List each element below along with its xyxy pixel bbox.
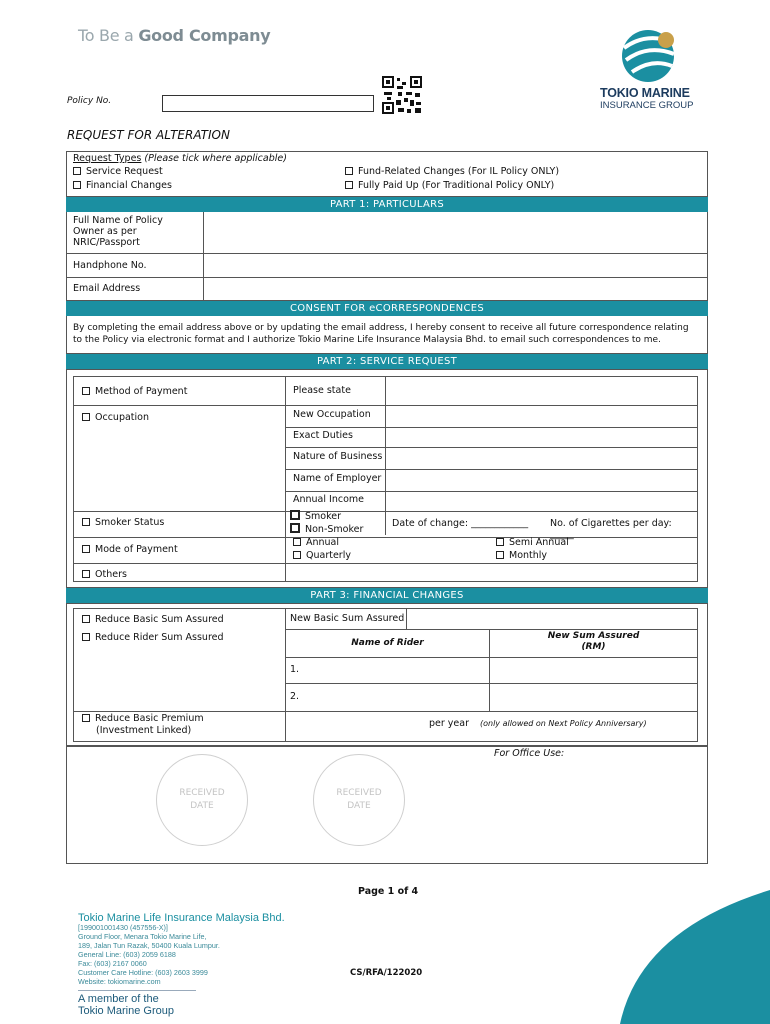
- brand-name: TOKIO MARINE: [600, 86, 690, 100]
- checkbox-icon[interactable]: [290, 523, 300, 533]
- checkbox-icon[interactable]: [82, 570, 90, 578]
- brand-subtitle: INSURANCE GROUP: [600, 100, 694, 111]
- mode-of-payment-option[interactable]: Mode of Payment: [82, 544, 178, 555]
- consent-header: CONSENT FOR eCORRESPONDENCES: [66, 301, 708, 316]
- name-of-employer-field[interactable]: [386, 470, 697, 491]
- reduce-basic-premium-option[interactable]: Reduce Basic Premium (Investment Linked): [82, 713, 204, 737]
- quarterly-option[interactable]: Quarterly: [293, 550, 351, 561]
- new-occupation-field[interactable]: [386, 406, 697, 427]
- document-code: CS/RFA/122020: [350, 968, 423, 978]
- full-name-field[interactable]: [204, 212, 707, 253]
- handphone-row: [66, 254, 708, 278]
- smoker-option[interactable]: Smoker: [290, 510, 341, 522]
- new-basic-sum-field[interactable]: [407, 609, 697, 629]
- checkbox-icon[interactable]: [82, 518, 90, 526]
- checkbox-icon[interactable]: [496, 538, 504, 546]
- company-name: Tokio Marine Life Insurance Malaysia Bhd.: [78, 912, 285, 924]
- new-occupation-label: New Occupation: [293, 409, 371, 420]
- request-types-section: [66, 151, 708, 197]
- office-use-label: For Office Use:: [494, 748, 565, 759]
- annual-option[interactable]: Annual: [293, 537, 339, 548]
- new-basic-sum-label: New Basic Sum Assured: [290, 613, 405, 624]
- checkbox-icon[interactable]: [496, 551, 504, 559]
- email-label: Email Address: [73, 283, 141, 294]
- member-of-group: A member of the Tokio Marine Group: [78, 990, 196, 1017]
- company-fax: Fax: (603) 2167 0060: [78, 959, 147, 968]
- received-date-stamp-2: RECEIVED DATE: [313, 754, 405, 846]
- page-number: Page 1 of 4: [358, 886, 419, 897]
- checkbox-icon[interactable]: [82, 545, 90, 553]
- please-state-field[interactable]: [386, 377, 697, 405]
- non-smoker-option[interactable]: Non-Smoker: [290, 523, 363, 535]
- checkbox-icon[interactable]: [73, 167, 81, 175]
- consent-section: [66, 316, 708, 354]
- handphone-field[interactable]: [204, 254, 707, 277]
- qr-code-icon: [382, 76, 422, 114]
- reduce-rider-sum-option[interactable]: Reduce Rider Sum Assured: [82, 632, 224, 643]
- company-address-1: Ground Floor, Menara Tokio Marine Life,: [78, 932, 207, 941]
- policy-no-field[interactable]: [162, 95, 374, 112]
- rider-row-1[interactable]: 1.: [290, 664, 300, 675]
- semi-annual-option[interactable]: Semi Annual: [496, 537, 569, 548]
- company-general-line: General Line: (603) 2059 6188: [78, 950, 176, 959]
- company-reg: [199001001430 (457556-X)]: [78, 923, 168, 932]
- monthly-option[interactable]: Monthly: [496, 550, 547, 561]
- checkbox-icon[interactable]: [82, 633, 90, 641]
- part2-header: PART 2: SERVICE REQUEST: [66, 354, 708, 369]
- request-fully-paid-option[interactable]: Fully Paid Up (For Traditional Policy ONLY): [345, 180, 554, 191]
- policy-no-label: Policy No.: [67, 96, 112, 106]
- nature-of-business-label: Nature of Business: [293, 451, 383, 462]
- nature-of-business-field[interactable]: [386, 448, 697, 469]
- checkbox-icon[interactable]: [293, 551, 301, 559]
- checkbox-icon[interactable]: [73, 181, 81, 189]
- new-sum-assured-header: New Sum Assured (RM): [547, 631, 640, 652]
- exact-duties-field[interactable]: [386, 428, 697, 447]
- service-request-table: [73, 376, 698, 582]
- request-service-option[interactable]: Service Request: [73, 166, 163, 177]
- rider-row-2[interactable]: 2.: [290, 691, 300, 702]
- checkbox-icon[interactable]: [345, 167, 353, 175]
- checkbox-icon[interactable]: [82, 714, 90, 722]
- exact-duties-label: Exact Duties: [293, 430, 353, 441]
- company-hotline: Customer Care Hotline: (603) 2603 3999: [78, 968, 208, 977]
- reduce-basic-sum-option[interactable]: Reduce Basic Sum Assured: [82, 614, 224, 625]
- cigarettes-per-day-field[interactable]: No. of Cigarettes per day: _____: [550, 518, 672, 540]
- email-field[interactable]: [204, 278, 707, 300]
- date-of-change-field[interactable]: Date of change: ____________: [392, 518, 529, 529]
- checkbox-icon[interactable]: [82, 387, 90, 395]
- form-title: REQUEST FOR ALTERATION: [67, 128, 230, 142]
- request-types-heading: Request Types (Please tick where applicable): [73, 153, 287, 164]
- checkbox-icon[interactable]: [293, 538, 301, 546]
- checkbox-icon[interactable]: [82, 615, 90, 623]
- name-of-rider-header: Name of Rider: [351, 638, 424, 648]
- others-field[interactable]: [286, 564, 697, 581]
- annual-income-field[interactable]: [386, 492, 697, 511]
- company-address-2: 189, Jalan Tun Razak, 50400 Kuala Lumpur.: [78, 941, 220, 950]
- name-of-employer-label: Name of Employer: [293, 473, 382, 484]
- checkbox-icon[interactable]: [345, 181, 353, 189]
- method-of-payment-option[interactable]: Method of Payment: [82, 386, 187, 397]
- request-financial-option[interactable]: Financial Changes: [73, 180, 172, 191]
- others-option[interactable]: Others: [82, 569, 127, 580]
- annual-income-label: Annual Income: [293, 494, 364, 505]
- financial-changes-table: [73, 608, 698, 742]
- consent-text: By completing the email address above or by updating the email address, I hereby consent to receive all future correspondence relating to the Policy via electronic format and I authorize Tokio Marine Life Insurance Malaysia Bhd. to email such correspondences to me.: [73, 323, 689, 345]
- full-name-row: [66, 212, 708, 254]
- tagline: To Be a Good Company: [78, 26, 271, 45]
- smoker-status-option[interactable]: Smoker Status: [82, 517, 164, 528]
- please-state-label: Please state: [293, 385, 351, 396]
- checkbox-icon[interactable]: [82, 413, 90, 421]
- part1-header: PART 1: PARTICULARS: [66, 197, 708, 212]
- occupation-option[interactable]: Occupation: [82, 412, 149, 423]
- handphone-label: Handphone No.: [73, 260, 147, 271]
- part3-header: PART 3: FINANCIAL CHANGES: [66, 588, 708, 603]
- tokio-marine-logo-icon: [618, 28, 680, 84]
- decorative-arc: [560, 890, 770, 1024]
- checkbox-icon[interactable]: [290, 510, 300, 520]
- request-fund-option[interactable]: Fund-Related Changes (For IL Policy ONLY): [345, 166, 559, 177]
- received-date-stamp: RECEIVED DATE: [156, 754, 248, 846]
- email-row: [66, 278, 708, 301]
- company-website[interactable]: Website: tokiomarine.com: [78, 977, 161, 986]
- full-name-label: Full Name of Policy Owner as per NRIC/Passport: [73, 215, 163, 248]
- anniversary-note: (only allowed on Next Policy Anniversary): [480, 719, 647, 728]
- per-year-label: per year: [429, 718, 469, 729]
